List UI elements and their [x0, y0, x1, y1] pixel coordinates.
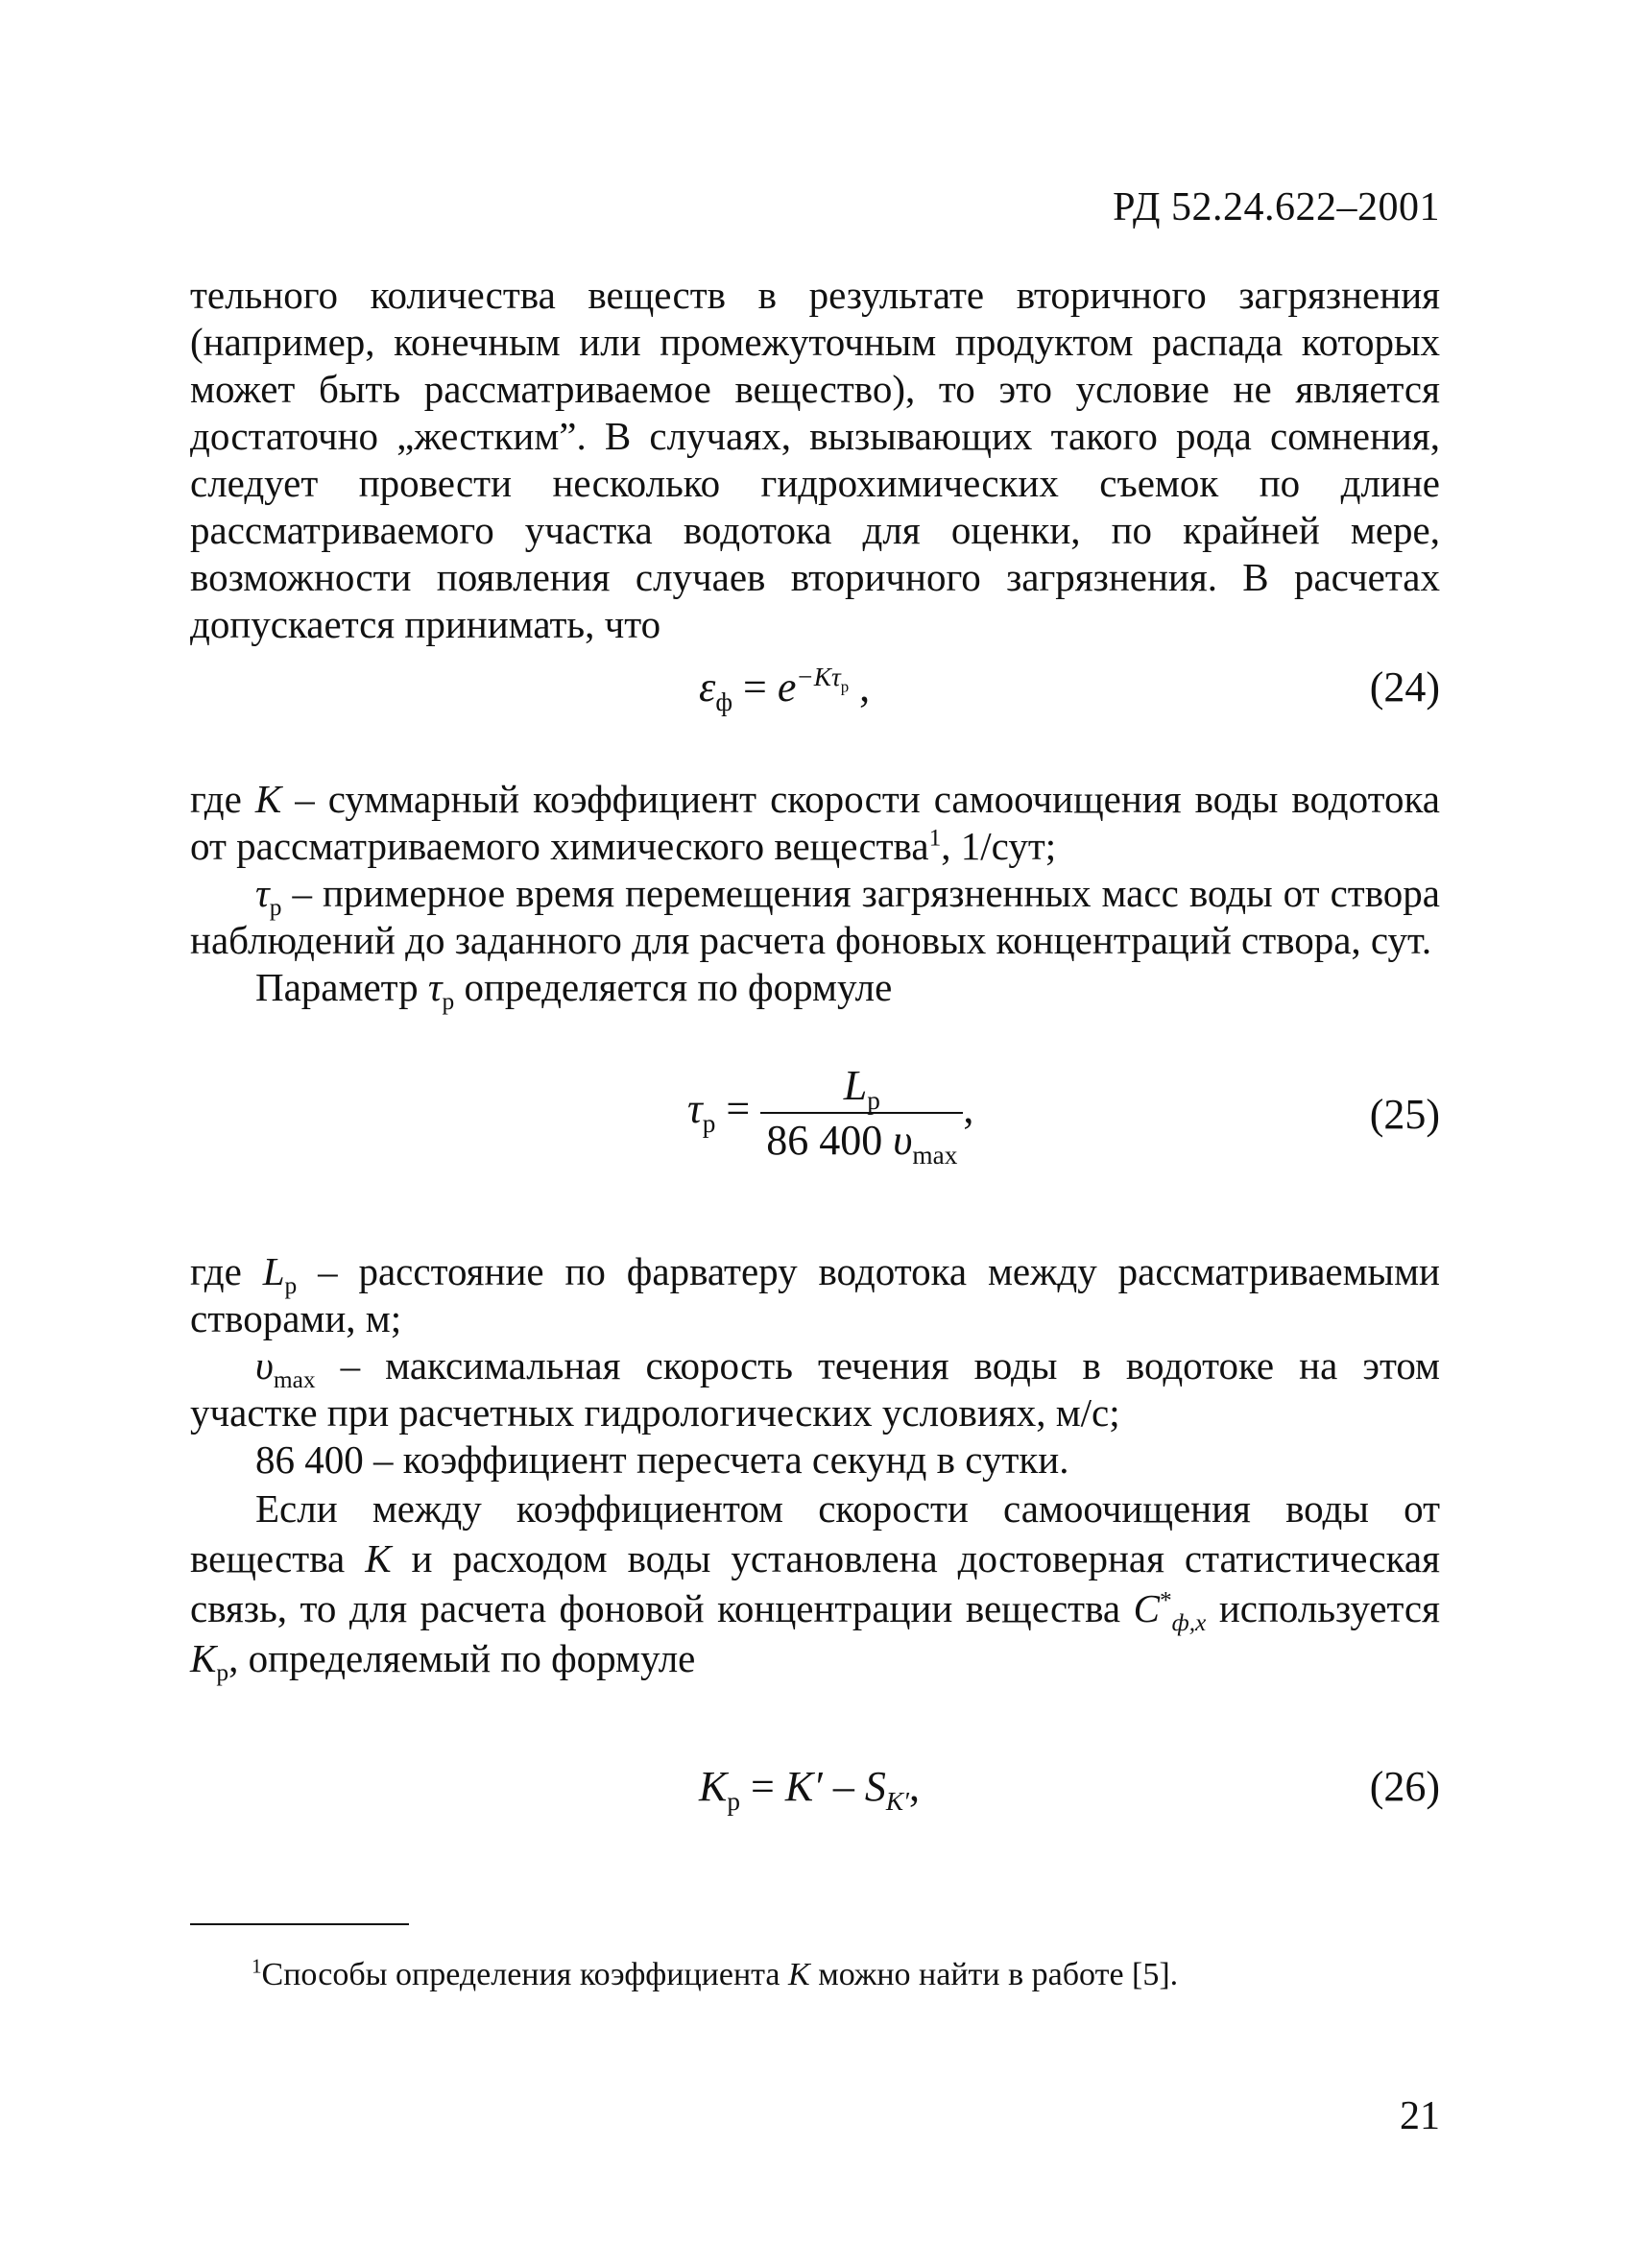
footnote: $^1$Способы определения коэффициента K можно найти в работе [5]. [252, 1954, 1179, 1992]
paragraph-text: тельного количества веществ в результате вторичного загрязнения (например, конечным или промежуточным продуктом распада которых может быть рассматриваемое вещество), то это условие не является достаточно „жестким”. В случаях, вызывающих такого рода сомнения, следует провести несколько гидрохимических съемок по длине рассматриваемого участка водотока для оценки, по крайней мере, возможности появления случаев вторичного загрязнения. В расчетах допускается принимать, что [190, 273, 1440, 646]
parameter-tau-intro: Параметр $\tau_р$ определяется по формуле [255, 965, 893, 1016]
formula-26-number: (26) [1369, 1763, 1440, 1810]
definition-tau: $\tau_р$ – примерное время перемещения загрязненных масс воды от створа наблюдений до заданного для расчета фоновых концентраций створа, сут. [190, 871, 1440, 962]
paragraph-1 [190, 272, 1440, 648]
document-code-header: РД 52.24.622–2001 [1113, 185, 1440, 229]
fraction-numerator: $L_р$ [760, 1061, 963, 1114]
formula-26-expression: $K_р = K' - S_{K'}$, [699, 1763, 920, 1816]
formula-24-number: (24) [1369, 664, 1440, 711]
formula-24 [0, 663, 1632, 730]
definition-86400: 86 400 – коэффициент пересчета секунд в сутки. [255, 1437, 1069, 1482]
definition-L: где $L_р$ – расстояние по фарватеру водотока между рассматриваемыми створами, м; [190, 1249, 1440, 1340]
footnote-ref: 1 [928, 824, 942, 852]
formula-25 [0, 1061, 1632, 1170]
footnote-mark: 1 [252, 1954, 262, 1978]
footnote-divider [190, 1923, 409, 1925]
fraction-denominator: 86 400 $\upsilon_{max}$ [766, 1117, 958, 1170]
formula-24-expression: $\varepsilon_ф = e^{-K\tau_р}$ , [699, 663, 871, 716]
fraction [760, 1061, 963, 1170]
paragraph-group-definitions-1 [190, 776, 1440, 1016]
definition-vmax: $\upsilon_{max}$ – максимальная скорость течения воды в водотоке на этом участке при расчетных гидрологических условиях, м/с; [190, 1343, 1440, 1435]
page-number: 21 [1400, 2094, 1440, 2138]
paragraph-statistical-relation: Если между коэффициентом скорости самоочищения воды от вещества K и расходом воды установлена достоверная статистическая связь, то для расчета фоновой концентрации вещества $C^*_{ф,x}$ используется $K_р$, определяемый по формуле [190, 1486, 1440, 1687]
paragraph-group-definitions-2 [190, 1248, 1440, 1687]
formula-26 [0, 1762, 1632, 1829]
definition-K: где K – суммарный коэффициент скорости самоочищения воды водотока от рассматриваемого химического вещества$^1$, 1/сут; [190, 777, 1440, 868]
formula-25-number: (25) [1369, 1091, 1440, 1138]
formula-25-expression: $\tau_р$ = $\frac{L_р}{86 400 \upsilon_{max}}$ , [687, 1062, 974, 1170]
